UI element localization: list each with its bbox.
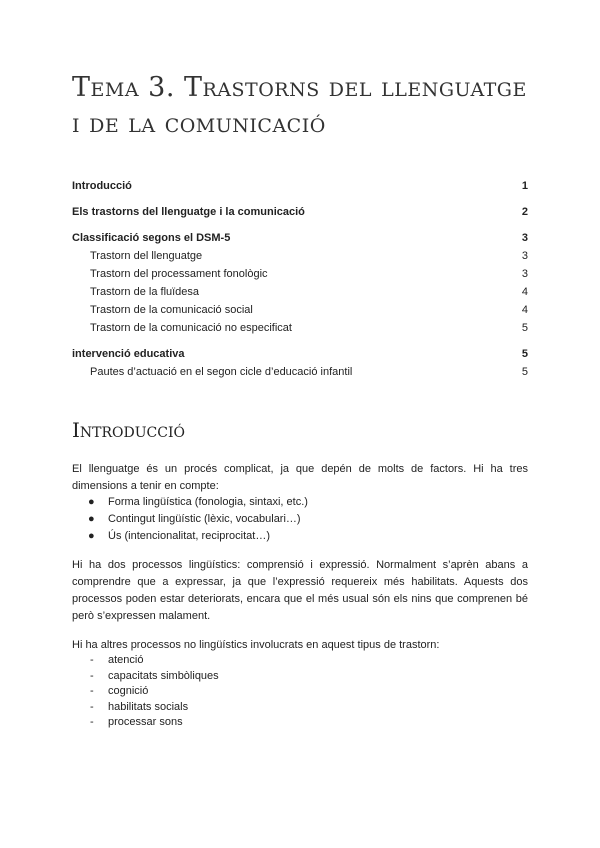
toc-entry[interactable]	[72, 265, 528, 283]
paragraph: Hi ha dos processos lingüístics: comprensió i expressió. Normalment s’aprèn abans a comprendre que a expressar, ja que l’expressió requereix més habilitats. Aquests dos processos poden estar deteriorats, encara que el més usual són els nins que comprenen bé però s’expressen malament.	[72, 559, 528, 622]
bullet-icon: ●	[88, 513, 95, 525]
toc-entry-page: 3	[521, 232, 528, 244]
list-item: - atenció	[72, 653, 528, 669]
toc-entry[interactable]	[72, 363, 528, 381]
dash-icon: -	[90, 716, 94, 728]
dash-icon: -	[90, 654, 94, 666]
toc-entry-label: Classificació segons el DSM-5	[72, 232, 231, 244]
toc-entry-page: 5	[521, 348, 528, 360]
toc-entry-page: 5	[521, 322, 528, 334]
dash-list	[72, 653, 528, 731]
toc-entry-page: 4	[521, 286, 528, 298]
list-item: ● Ús (intencionalitat, reciprocitat…)	[72, 528, 528, 545]
toc-entry-label: Trastorn de la fluïdesa	[90, 286, 200, 298]
paragraph: El llenguatge és un procés complicat, ja que depén de molts de factors. Hi ha tres dimensions a tenir en compte:	[72, 463, 528, 492]
toc-entry-label: Pautes d’actuació en el segon cicle d’educació infantil	[90, 366, 353, 378]
toc-entry[interactable]	[72, 345, 528, 363]
dash-icon: -	[90, 685, 94, 697]
toc-entry-label: Trastorn del processament fonològic	[90, 268, 268, 280]
list-item: - capacitats simbòliques	[72, 669, 528, 685]
toc-entry-label: Trastorn del llenguatge	[90, 250, 203, 262]
list-item: - cognició	[72, 684, 528, 700]
paragraph: Hi ha altres processos no lingüístics involucrats en aquest tipus de trastorn:	[72, 639, 440, 651]
toc-entry-label: Trastorn de la comunicació social	[90, 304, 253, 316]
page-title: Tema 3. Trastorns del llenguatge i de la comunicació	[72, 72, 527, 139]
toc-entry-page: 5	[521, 366, 528, 378]
dash-icon: -	[90, 669, 94, 682]
toc-entry[interactable]	[72, 177, 528, 195]
toc-entry[interactable]	[72, 229, 528, 247]
bullet-list	[72, 494, 528, 545]
toc-entry[interactable]	[72, 301, 528, 319]
toc-entry-label: Trastorn de la comunicació no especificat	[90, 322, 292, 334]
toc-entry[interactable]	[72, 247, 528, 265]
dash-icon: -	[90, 700, 94, 713]
toc-entry-label: Els trastorns del llenguatge i la comunicació	[72, 206, 305, 218]
toc-entry-page: 1	[521, 180, 528, 192]
list-item: ● Forma lingüística (fonologia, sintaxi, etc.)	[72, 494, 528, 511]
section-heading: Introducció	[72, 418, 185, 442]
toc-entry[interactable]	[72, 203, 528, 221]
bullet-icon: ●	[88, 530, 95, 542]
toc-entry-label: Introducció	[72, 180, 132, 192]
bullet-icon: ●	[88, 496, 95, 508]
toc-entry-page: 2	[521, 206, 528, 218]
toc-entry-page: 3	[521, 250, 528, 262]
list-item: - processar sons	[72, 715, 528, 731]
toc-entry-page: 4	[521, 304, 528, 316]
toc-entry[interactable]	[72, 319, 528, 337]
toc-entry-label: intervenció educativa	[72, 348, 185, 360]
list-item: - habilitats socials	[72, 700, 528, 716]
table-of-contents	[72, 177, 528, 381]
toc-entry-page: 3	[521, 268, 528, 280]
toc-entry[interactable]	[72, 283, 528, 301]
list-item: ● Contingut lingüístic (lèxic, vocabulari…)	[72, 511, 528, 528]
